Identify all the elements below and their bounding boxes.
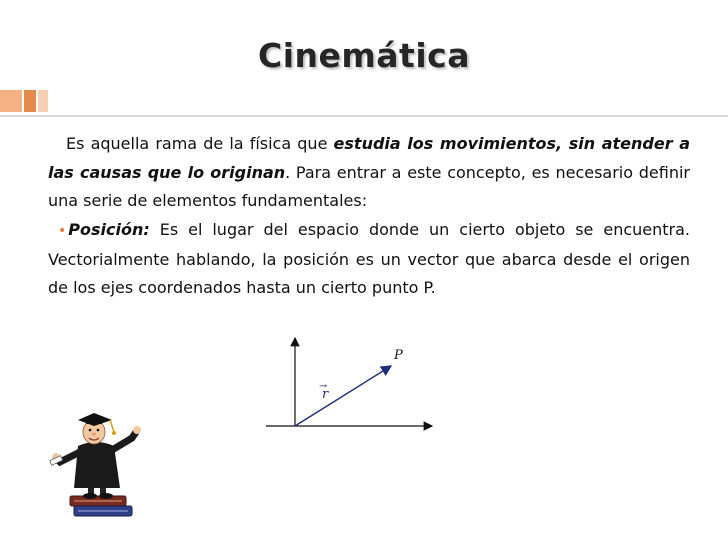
bullet-text: Es el lugar del espacio donde un cierto objeto se encuentra. Vectorialmente hablando, la posición es un vector que abarca desde el origen de los ejes coordenados hasta un cierto punto P. <box>48 220 690 297</box>
position-vector <box>295 366 391 426</box>
intro-text: Es aquella rama de la física que <box>66 134 334 153</box>
slide-title: Cinemática <box>258 36 470 75</box>
divider-line <box>0 115 728 117</box>
intro-paragraph <box>48 130 690 216</box>
vector-arrow-glyph: → <box>319 381 328 392</box>
accent-square <box>38 90 48 112</box>
position-bullet <box>48 216 690 303</box>
intro-emphasis: estudia los movimientos, sin atender a las causas que lo originan <box>48 134 691 182</box>
intro-text-end: . Para entrar a este concepto, es necesario definir una serie de elementos fundamentales: <box>48 162 690 210</box>
title-divider <box>0 90 728 114</box>
accent-square <box>24 90 36 112</box>
bullet-term: Posición: <box>68 220 150 239</box>
graduate-cartoon-icon <box>48 402 144 522</box>
bullet-marker: • <box>58 223 67 239</box>
vector-label: r <box>322 387 329 402</box>
accent-square <box>0 90 22 112</box>
position-vector-diagram <box>260 332 440 436</box>
point-label: P <box>394 348 403 363</box>
